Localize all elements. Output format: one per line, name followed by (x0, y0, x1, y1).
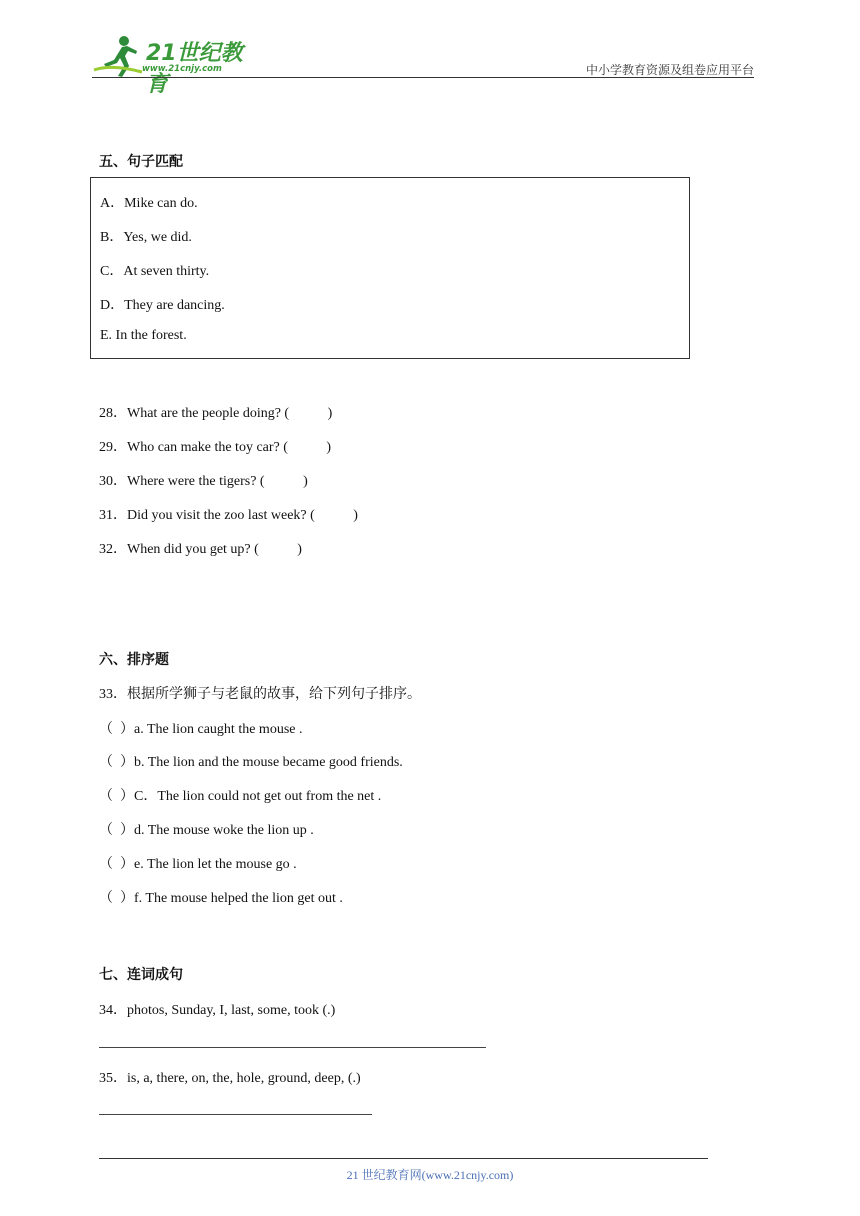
section-5-title: 五、句子匹配 (99, 154, 183, 170)
option-e: E. In the forest. (100, 328, 187, 343)
logo-text: 21世纪教育 (146, 41, 243, 97)
option-c: C．At seven thirty. (100, 264, 210, 279)
question-28: 28．What are the people doing? ( ) (99, 406, 333, 421)
option-d: D．They are dancing. (100, 298, 225, 313)
site-logo (92, 34, 262, 97)
question-32: 32．When did you get up? ( ) (99, 542, 302, 557)
answer-line-35 (99, 1114, 372, 1115)
runner-icon (92, 34, 146, 78)
question-34: 34．photos, Sunday, I, last, some, took (.) (99, 1003, 336, 1018)
footer-divider (99, 1158, 708, 1159)
section-7-title: 七、连词成句 (99, 967, 183, 983)
section-6-title: 六、排序题 (99, 652, 169, 668)
question-31: 31．Did you visit the zoo last week? ( ) (99, 508, 358, 523)
sort-item-c: （ ）C．The lion could not get out from the net . (99, 789, 382, 804)
question-30: 30．Where were the tigers? ( ) (99, 474, 308, 489)
answer-line-34 (99, 1047, 486, 1048)
sort-item-a: （ ）a. The lion caught the mouse . (99, 722, 303, 737)
question-35: 35．is, a, there, on, the, hole, ground, deep, (.) (99, 1071, 361, 1086)
header-divider (92, 77, 754, 78)
sort-item-f: （ ）f. The mouse helped the lion get out . (99, 891, 343, 906)
option-a: A．Mike can do. (100, 196, 198, 211)
sort-item-d: （ ）d. The mouse woke the lion up . (99, 823, 314, 838)
footer-text: 21 世纪教育网(www.21cnjy.com) (346, 1168, 514, 1182)
sort-item-e: （ ）e. The lion let the mouse go . (99, 857, 297, 872)
platform-name: 中小学教育资源及组卷应用平台 (585, 63, 754, 77)
sort-item-b: （ ）b. The lion and the mouse became good friends. (99, 755, 403, 770)
question-29: 29．Who can make the toy car? ( ) (99, 440, 332, 455)
question-33-prompt: 33．根据所学狮子与老鼠的故事，给下列句子排序。 (99, 687, 421, 702)
option-b: B．Yes, we did. (100, 230, 192, 245)
logo-url: www.21cnjy.com (142, 64, 222, 74)
